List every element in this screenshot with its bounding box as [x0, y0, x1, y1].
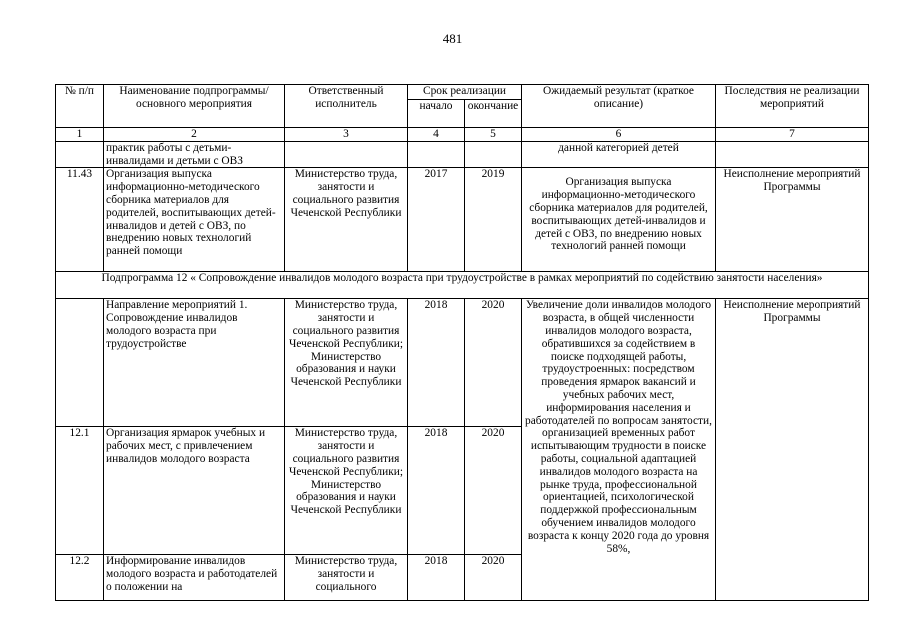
header-consequences: Последствия не реализации мероприятий [716, 85, 869, 128]
column-number: 7 [716, 128, 869, 142]
column-number: 3 [285, 128, 408, 142]
header-end: окончание [465, 100, 522, 128]
header-num: № п/п [56, 85, 104, 128]
header-executor: Ответственный исполнитель [285, 85, 408, 128]
row-end: 2020 [465, 427, 522, 555]
row-name: Организация выпуска информационно-методического сборника материалов для родителей, воспитывающих детей-инвалидов и детей с ОВЗ, по внедрению новых технологий ранней помощи [104, 168, 285, 272]
table-row [56, 168, 869, 272]
page-number: 481 [442, 31, 463, 46]
row-executor: Министерство труда, занятости и социального [285, 555, 408, 601]
column-number: 6 [522, 128, 716, 142]
column-number: 4 [408, 128, 465, 142]
row-executor: Министерство труда, занятости и социального развития Чеченской Республики [285, 168, 408, 272]
subprogram-row [56, 272, 869, 299]
header-result: Ожидаемый результат (краткое описание) [522, 85, 716, 128]
column-number: 2 [104, 128, 285, 142]
row-end: 2020 [465, 299, 522, 427]
row-number: 12.2 [56, 555, 104, 601]
row-name: Направление мероприятий 1. Сопровождение инвалидов молодого возраста при трудоустройстве [104, 299, 285, 427]
column-numbers-row [56, 128, 869, 142]
row-consequences: Неисполнение мероприятий Программы [716, 299, 869, 601]
activities-table [55, 84, 869, 601]
column-number: 5 [465, 128, 522, 142]
row-start: 2018 [408, 299, 465, 427]
row-number: 12.1 [56, 427, 104, 555]
row-start: 2017 [408, 168, 465, 272]
row-name: практик работы с детьми-инвалидами и детьми с ОВЗ [104, 141, 285, 168]
row-start: 2018 [408, 555, 465, 601]
row-result: Увеличение доли инвалидов молодого возраста, в общей численности инвалидов молодого возраста, обратившихся за содействием в поиске подходящей работы, трудоустроенных: посредством проведения ярмарок вакансий и учебных рабочих мест, информирования населения и работодателей по вопросам занятости, организацией временных работ испытывающим трудности в поиске работы, социальной адаптацией инвалидов молодого возраста на рынке труда, профессиональной ориентацией, психологической поддержкой профессиональным обучением инвалидов молодого возраста к концу 2020 года до уровня 58%, [522, 299, 716, 601]
row-end: 2020 [465, 555, 522, 601]
row-executor: Министерство труда, занятости и социального развития Чеченской Республики; Министерство образования и науки Чеченской Республики [285, 299, 408, 427]
row-start: 2018 [408, 427, 465, 555]
header-row [56, 85, 869, 100]
row-result: Организация выпуска информационно-методического сборника материалов для родителей, воспитывающих детей-инвалидов и детей с ОВЗ, по внедрению новых технологий ранней помощи [522, 168, 716, 272]
row-end: 2019 [465, 168, 522, 272]
row-name: Организация ярмарок учебных и рабочих мест, с привлечением инвалидов молодого возраста [104, 427, 285, 555]
column-number: 1 [56, 128, 104, 142]
header-period: Срок реализации [408, 85, 522, 100]
header-start: начало [408, 100, 465, 128]
row-executor: Министерство труда, занятости и социального развития Чеченской Республики; Министерство образования и науки Чеченской Республики [285, 427, 408, 555]
row-name: Информирование инвалидов молодого возраста и работодателей о положении на [104, 555, 285, 601]
table-row [56, 299, 869, 427]
header-name: Наименование подпрограммы/ основного мероприятия [104, 85, 285, 128]
row-consequences: Неисполнение мероприятий Программы [716, 168, 869, 272]
row-number: 11.43 [56, 168, 104, 272]
subprogram-title: Подпрограмма 12 « Сопровождение инвалидов молодого возраста при трудоустройстве в рамках мероприятий по содействию занятости населения» [56, 272, 869, 299]
table-row [56, 141, 869, 168]
row-result: данной категорией детей [522, 141, 716, 168]
